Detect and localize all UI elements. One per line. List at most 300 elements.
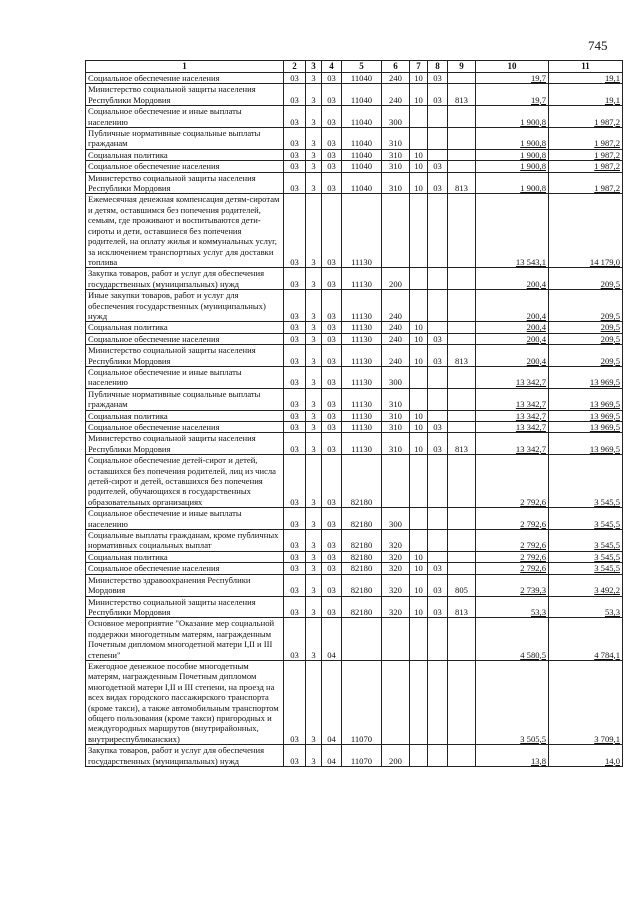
code-cell [428,530,448,552]
code-cell [428,455,448,508]
row-name-cell: Ежемесячная денежная компенсация детям-сиротам и детям, оставшимся без попечения родителей, семьям, где проживают и воспитываются дети-сироты и дети, оставшиеся без попечения родителей, на оплату жилья и коммунальных услуг, за исключением транспортных услуг для доставки топлива [86,194,284,268]
table-row [86,128,623,150]
code-cell: 03 [284,333,306,344]
amount-year2-cell [549,388,623,410]
code-cell [448,422,476,433]
code-cell: 11040 [342,128,382,150]
amount-value: 13 969,5 [589,410,620,421]
amount-value: 2 792,6 [520,551,546,562]
amount-value: 3 709,1 [594,733,620,744]
amount-value: 209,5 [600,278,620,289]
code-cell [428,508,448,530]
row-name-cell: Основное мероприятие "Оказание мер социальной поддержки многодетным матерям, награжденным Почетным дипломом многодетной матери I,II и III степени" [86,618,284,661]
code-cell [448,745,476,767]
amount-value: 13 969,5 [589,399,620,410]
code-cell [428,618,448,661]
code-cell: 11040 [342,84,382,106]
code-cell: 10 [410,433,428,455]
amount-value: 3 545,5 [594,540,620,551]
table-row [86,149,623,160]
code-cell [382,455,410,508]
column-header: 2 [284,61,306,73]
amount-value: 1 987,2 [594,161,620,172]
amount-value: 1 900,8 [520,149,546,160]
code-cell: 03 [284,268,306,290]
amount-value: 3 545,5 [594,563,620,574]
code-cell: 03 [284,388,306,410]
code-cell: 03 [428,433,448,455]
row-name-cell: Министерство социальной защиты населения Республики Мордовия [86,172,284,194]
code-cell [448,149,476,160]
code-cell [410,660,428,744]
code-cell: 10 [410,551,428,562]
amount-value: 14,0 [604,755,620,766]
code-cell: 82180 [342,530,382,552]
amount-value: 1 900,8 [520,116,546,127]
table-row [86,596,623,618]
amount-year1-cell [476,574,549,596]
amount-year2-cell [549,422,623,433]
code-cell: 813 [448,433,476,455]
column-header: 3 [306,61,322,73]
code-cell: 11130 [342,345,382,367]
code-cell: 03 [322,73,342,84]
amount-value: 13 342,7 [515,377,546,388]
amount-value: 13,8 [530,755,546,766]
amount-value: 13 969,5 [589,377,620,388]
amount-value: 19,1 [604,94,620,105]
amount-year2-cell [549,106,623,128]
row-name-cell: Социальная политика [86,149,284,160]
code-cell: 03 [322,596,342,618]
code-cell: 3 [306,745,322,767]
code-cell: 320 [382,563,410,574]
row-name-cell: Закупка товаров, работ и услуг для обеспечения государственных (муниципальных) нужд [86,268,284,290]
amount-year2-cell [549,194,623,268]
code-cell: 03 [322,106,342,128]
code-cell [428,660,448,744]
amount-year2-cell [549,322,623,333]
table-body [86,73,623,767]
code-cell: 03 [428,172,448,194]
row-name-cell: Ежегодное денежное пособие многодетным матерям, награжденным Почетным дипломом многодетной матери I,II и III степени, на проезд на всех видах городского пассажирского транспорта (кроме такси), а также автомобильным транспортом общего пользования (кроме такси) пригородных и междугородных маршрутов (внутрирайонных, внутриреспубликанских) [86,660,284,744]
code-cell: 03 [284,172,306,194]
amount-value: 209,5 [600,333,620,344]
amount-year1-cell [476,422,549,433]
amount-year1-cell [476,388,549,410]
code-cell: 3 [306,530,322,552]
code-cell: 03 [322,551,342,562]
code-cell: 03 [284,745,306,767]
code-cell [410,508,428,530]
code-cell: 82180 [342,574,382,596]
code-cell: 03 [284,433,306,455]
code-cell: 11040 [342,172,382,194]
code-cell: 03 [322,194,342,268]
code-cell: 10 [410,322,428,333]
row-name-cell: Закупка товаров, работ и услуг для обеспечения государственных (муниципальных) нужд [86,745,284,767]
row-name-cell: Социальное обеспечение населения [86,161,284,172]
code-cell: 240 [382,290,410,322]
code-cell [448,455,476,508]
row-name-cell: Социальная политика [86,322,284,333]
code-cell: 03 [428,563,448,574]
amount-year1-cell [476,596,549,618]
code-cell: 03 [322,172,342,194]
code-cell: 03 [284,290,306,322]
amount-value: 53,3 [530,606,546,617]
amount-value: 4 580,5 [520,649,546,660]
code-cell: 03 [428,161,448,172]
row-name-cell: Социальное обеспечение населения [86,563,284,574]
code-cell: 11040 [342,149,382,160]
code-cell [448,388,476,410]
code-cell: 11130 [342,333,382,344]
code-cell: 03 [428,84,448,106]
column-header: 8 [428,61,448,73]
table-row [86,530,623,552]
amount-year1-cell [476,433,549,455]
code-cell: 03 [428,574,448,596]
row-name-cell: Социальное обеспечение и иные выплаты населению [86,366,284,388]
table-row [86,333,623,344]
code-cell [428,745,448,767]
amount-value: 3 545,5 [594,551,620,562]
amount-value: 1 900,8 [520,138,546,149]
table-row [86,551,623,562]
code-cell: 10 [410,563,428,574]
amount-value: 13 543,1 [515,256,546,267]
table-row [86,574,623,596]
amount-year2-cell [549,84,623,106]
amount-value: 200,4 [526,355,546,366]
amount-year1-cell [476,366,549,388]
table-row [86,508,623,530]
code-cell: 11130 [342,388,382,410]
code-cell: 03 [322,290,342,322]
code-cell: 310 [382,433,410,455]
amount-value: 19,1 [604,73,620,83]
amount-year2-cell [549,172,623,194]
amount-value: 200,4 [526,278,546,289]
code-cell: 3 [306,161,322,172]
amount-year1-cell [476,530,549,552]
amount-value: 1 987,2 [594,183,620,194]
code-cell [448,366,476,388]
amount-value: 3 545,5 [594,496,620,507]
code-cell: 3 [306,455,322,508]
amount-year2-cell [549,530,623,552]
amount-value: 1 987,2 [594,116,620,127]
code-cell: 3 [306,172,322,194]
code-cell: 320 [382,574,410,596]
code-cell [428,290,448,322]
code-cell: 3 [306,410,322,421]
code-cell: 813 [448,84,476,106]
code-cell: 82180 [342,563,382,574]
code-cell: 03 [284,618,306,661]
amount-value: 200,4 [526,322,546,333]
table-row [86,745,623,767]
amount-value: 1 987,2 [594,138,620,149]
code-cell [448,660,476,744]
table-row [86,410,623,421]
column-header: 9 [448,61,476,73]
amount-year1-cell [476,410,549,421]
code-cell: 240 [382,84,410,106]
code-cell: 10 [410,149,428,160]
code-cell: 3 [306,149,322,160]
amount-year2-cell [549,574,623,596]
amount-value: 13 969,5 [589,443,620,454]
code-cell: 03 [322,574,342,596]
code-cell: 03 [322,508,342,530]
code-cell [410,106,428,128]
code-cell: 03 [284,322,306,333]
row-name-cell: Министерство социальной защиты населения Республики Мордовия [86,596,284,618]
code-cell: 310 [382,422,410,433]
amount-year1-cell [476,73,549,84]
code-cell: 03 [284,345,306,367]
code-cell: 03 [284,366,306,388]
column-header: 4 [322,61,342,73]
amount-value: 200,4 [526,310,546,321]
amount-value: 13 969,5 [589,422,620,432]
table-row [86,106,623,128]
table-row [86,388,623,410]
code-cell: 04 [322,745,342,767]
column-header: 11 [549,61,623,73]
code-cell: 82180 [342,551,382,562]
code-cell [428,106,448,128]
amount-year1-cell [476,333,549,344]
code-cell: 240 [382,345,410,367]
code-cell: 310 [382,161,410,172]
code-cell: 3 [306,563,322,574]
table-row [86,345,623,367]
code-cell: 03 [284,508,306,530]
amount-year2-cell [549,433,623,455]
table-row [86,422,623,433]
amount-year1-cell [476,290,549,322]
code-cell: 813 [448,345,476,367]
amount-value: 19,7 [530,94,546,105]
table-row [86,290,623,322]
amount-year1-cell [476,563,549,574]
table-row [86,161,623,172]
amount-value: 13 342,7 [515,399,546,410]
amount-year2-cell [549,290,623,322]
code-cell: 3 [306,388,322,410]
code-cell [448,268,476,290]
amount-year2-cell [549,345,623,367]
code-cell: 03 [284,410,306,421]
table-row [86,322,623,333]
code-cell: 03 [284,596,306,618]
table-row [86,618,623,661]
code-cell: 03 [322,366,342,388]
row-name-cell: Социальное обеспечение детей-сирот и детей, оставшихся без попечения родителей, лиц из числа детей-сирот и детей, оставшихся без попечения родителей, обучающихся в государственных образовательных организациях [86,455,284,508]
code-cell: 320 [382,551,410,562]
code-cell: 03 [322,422,342,433]
code-cell: 3 [306,333,322,344]
row-name-cell: Иные закупки товаров, работ и услуг для обеспечения государственных (муниципальных) нужд [86,290,284,322]
code-cell: 805 [448,574,476,596]
code-cell: 03 [284,128,306,150]
code-cell: 03 [284,422,306,433]
amount-year2-cell [549,128,623,150]
code-cell: 82180 [342,596,382,618]
code-cell: 03 [322,410,342,421]
code-cell: 03 [322,433,342,455]
code-cell: 310 [382,388,410,410]
amount-value: 1 900,8 [520,161,546,172]
amount-year1-cell [476,455,549,508]
code-cell: 82180 [342,508,382,530]
amount-year1-cell [476,745,549,767]
code-cell: 11130 [342,422,382,433]
code-cell [448,410,476,421]
code-cell: 10 [410,596,428,618]
code-cell: 10 [410,422,428,433]
code-cell: 03 [322,149,342,160]
code-cell: 03 [428,73,448,84]
code-cell: 03 [322,388,342,410]
code-cell [410,745,428,767]
code-cell: 310 [382,128,410,150]
amount-value: 3 545,5 [594,518,620,529]
row-name-cell: Социальное обеспечение и иные выплаты населению [86,106,284,128]
code-cell: 10 [410,574,428,596]
amount-value: 209,5 [600,355,620,366]
code-cell [448,106,476,128]
amount-year1-cell [476,322,549,333]
amount-year2-cell [549,508,623,530]
row-name-cell: Социальное обеспечение населения [86,422,284,433]
row-name-cell: Министерство здравоохранения Республики Мордовия [86,574,284,596]
budget-table [85,60,623,767]
code-cell: 10 [410,73,428,84]
table-row [86,194,623,268]
page-number: 745 [588,38,608,53]
amount-value: 2 792,6 [520,540,546,551]
amount-value: 209,5 [600,322,620,333]
code-cell: 3 [306,574,322,596]
code-cell: 200 [382,268,410,290]
code-cell [448,508,476,530]
code-cell: 11130 [342,268,382,290]
amount-year2-cell [549,551,623,562]
amount-year2-cell [549,268,623,290]
code-cell: 310 [382,410,410,421]
code-cell: 813 [448,172,476,194]
row-name-cell: Социальная политика [86,551,284,562]
code-cell: 03 [322,530,342,552]
code-cell: 03 [322,268,342,290]
code-cell: 10 [410,410,428,421]
code-cell: 310 [382,149,410,160]
code-cell [428,128,448,150]
code-cell [428,388,448,410]
code-cell [410,366,428,388]
amount-value: 13 342,7 [515,410,546,421]
code-cell: 03 [284,563,306,574]
code-cell: 3 [306,84,322,106]
amount-year1-cell [476,508,549,530]
amount-value: 1 900,8 [520,183,546,194]
code-cell: 03 [428,422,448,433]
code-cell: 200 [382,745,410,767]
row-name-cell: Социальная политика [86,410,284,421]
amount-year1-cell [476,84,549,106]
amount-year1-cell [476,345,549,367]
code-cell: 03 [322,84,342,106]
row-name-cell: Министерство социальной защиты населения Республики Мордовия [86,433,284,455]
table-row [86,73,623,84]
code-cell: 11040 [342,106,382,128]
code-cell: 11070 [342,745,382,767]
code-cell: 03 [284,455,306,508]
amount-year1-cell [476,172,549,194]
amount-value: 2 792,6 [520,496,546,507]
code-cell [428,194,448,268]
code-cell: 03 [284,73,306,84]
code-cell [448,563,476,574]
code-cell [428,322,448,333]
amount-year2-cell [549,660,623,744]
row-name-cell: Социальное обеспечение населения [86,73,284,84]
code-cell [448,161,476,172]
code-cell [382,618,410,661]
code-cell [342,618,382,661]
code-cell: 03 [284,551,306,562]
amount-year1-cell [476,618,549,661]
code-cell: 11130 [342,366,382,388]
amount-year2-cell [549,618,623,661]
code-cell [410,268,428,290]
amount-year1-cell [476,161,549,172]
code-cell [410,455,428,508]
code-cell: 11130 [342,194,382,268]
code-cell: 03 [322,563,342,574]
code-cell: 3 [306,366,322,388]
code-cell: 03 [428,596,448,618]
amount-year1-cell [476,268,549,290]
table-row [86,366,623,388]
amount-year2-cell [549,745,623,767]
amount-value: 2 792,6 [520,518,546,529]
code-cell [428,366,448,388]
code-cell [448,322,476,333]
table-row [86,268,623,290]
row-name-cell: Министерство социальной защиты населения Республики Мордовия [86,345,284,367]
code-cell: 03 [428,333,448,344]
code-cell [448,333,476,344]
code-cell: 11130 [342,433,382,455]
code-cell: 3 [306,194,322,268]
row-name-cell: Министерство социальной защиты населения Республики Мордовия [86,84,284,106]
code-cell: 320 [382,530,410,552]
table-row [86,433,623,455]
code-cell: 3 [306,106,322,128]
table-row [86,84,623,106]
code-cell: 3 [306,422,322,433]
code-cell [428,268,448,290]
column-header: 5 [342,61,382,73]
code-cell [448,530,476,552]
code-cell [448,128,476,150]
table-row [86,660,623,744]
